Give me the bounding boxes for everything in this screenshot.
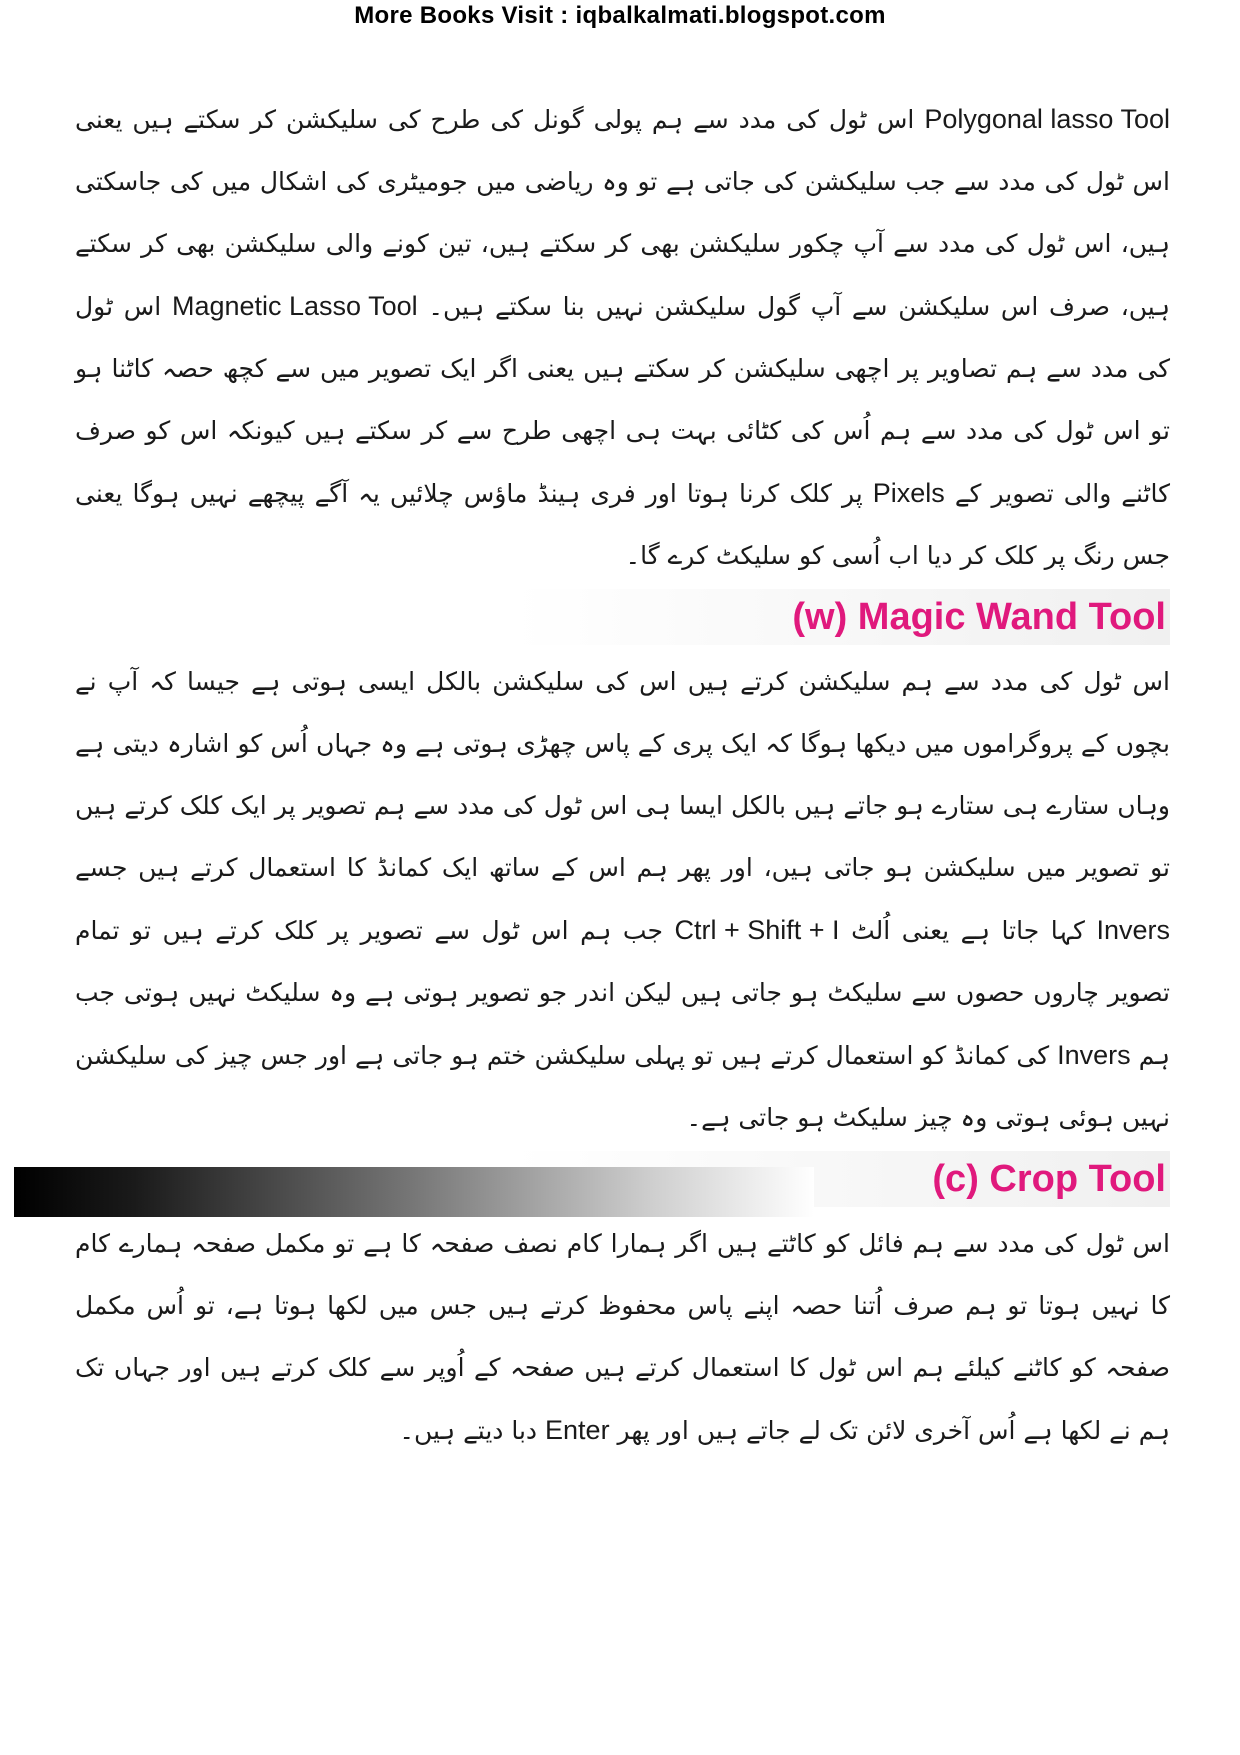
header-banner: More Books Visit : iqbalkalmati.blogspot.com: [354, 2, 886, 29]
text-span: اس ٹول کی مدد سے ہم پولی گونل کی طرح کی سلیکشن کر سکتے ہیں یعنی اس ٹول کی مدد سے جب سلیکشن کی جاتی ہے تو وہ ریاضی میں جومیٹری کی اشکال میں کی جاسکتی ہیں، اس ٹول کی مدد سے آپ چکور سلیکشن بھی کر سکتے ہیں، تین کونے والی سلیکشن بھی کر سکتے ہیں، صرف اس سلیکشن سے آپ گول سلیکشن نہیں بنا سکتے ہیں۔: [75, 105, 1171, 321]
term-magnetic-lasso: Magnetic Lasso Tool: [171, 291, 418, 321]
text-span: اس ٹول کی مدد سے ہم سلیکشن کرتے ہیں اس کی سلیکشن بالکل ایسی ہوتی ہے جیسا کہ آپ نے بچوں کے پروگراموں میں دیکھا ہوگا کہ ایک پری کے پاس چھڑی ہوتی ہے وہ جہاں اُس کو اشارہ دیتی ہے وہاں ستارے ہی ستارے ہو جاتے ہیں بالکل ایسا ہی اس ٹول کی مدد سے ہم تصویر پر ایک کلک کرتے ہیں تو تصویر میں سلیکشن ہو جاتی ہیں، اور پھر ہم اس کے ساتھ ایک کمانڈ کا استعمال کرتے ہیں جسے: [75, 667, 1170, 882]
term-polygonal-lasso: Polygonal lasso Tool: [924, 104, 1170, 134]
paragraph-lasso-tools: [75, 88, 1170, 587]
heading-magic-wand: (w) Magic Wand Tool: [75, 589, 1170, 645]
paragraph-crop-tool: [75, 1213, 1170, 1462]
heading-crop-tool: (c) Crop Tool: [75, 1151, 1170, 1207]
term-pixels: Pixels: [872, 478, 945, 508]
decorative-gradient-bar: [14, 1167, 814, 1217]
text-span: اس ٹول کی مدد سے ہم تصاویر پر اچھی سلیکشن کر سکتے ہیں یعنی اگر ایک تصویر میں سے کچھ حصہ کاٹنا ہو تو اس ٹول کی مدد سے ہم اُس کی کٹائی بہت ہی اچھی طرح سے کر سکتے ہیں کیونکہ اس کو صرف کاٹنے والی تصویر کے: [75, 292, 1170, 508]
text-span: پر کلک کرنا ہوتا اور فری ہینڈ ماؤس چلائیں یہ آگے پیچھے نہیں ہوگا یعنی جس رنگ پر کلک کر دیا اب اُسی کو سلیکٹ کرے گا۔: [75, 479, 1170, 570]
term-invers: Invers: [1096, 915, 1170, 945]
text-span: دبا دیتے ہیں۔: [399, 1416, 538, 1445]
term-enter: Enter: [545, 1415, 610, 1445]
paragraph-magic-wand: [75, 651, 1170, 1149]
term-shortcut: Ctrl + Shift + I: [674, 915, 840, 945]
text-span: جب ہم اس ٹول سے تصویر پر کلک کرتے ہیں تو تمام تصویر چاروں حصوں سے سلیکٹ ہو جاتی ہیں لیکن اندر جو تصویر ہوتی ہے وہ سلیکٹ نہیں ہوتی جب ہم: [75, 916, 1170, 1070]
text-span: اس ٹول کی مدد سے ہم فائل کو کاٹتے ہیں اگر ہمارا کام نصف صفحہ کا ہے تو مکمل صفحہ ہمارے کام کا نہیں ہوتا تو ہم صرف اُتنا حصہ اپنے پاس محفوظ کرتے ہیں جس میں لکھا ہوتا ہے، تو اُس مکمل صفحہ کو کاٹنے کیلئے ہم اس ٹول کا استعمال کرتے ہیں صفحہ کے اُوپر سے کلک کرتے ہیں اور جہاں تک ہم نے لکھا ہے اُس آخری لائن تک لے جاتے ہیں اور پھر: [75, 1229, 1170, 1445]
text-span: کہا جاتا ہے یعنی اُلٹ: [851, 916, 1085, 945]
text-span: کی کمانڈ کو استعمال کرتے ہیں تو پہلی سلیکشن ختم ہو جاتی ہے اور جس چیز کی سلیکشن نہیں ہوئی ہوتی وہ چیز سلیکٹ ہو جاتی ہے۔: [75, 1041, 1170, 1132]
term-invers: Invers: [1057, 1040, 1131, 1070]
document-body: [75, 88, 1170, 1462]
